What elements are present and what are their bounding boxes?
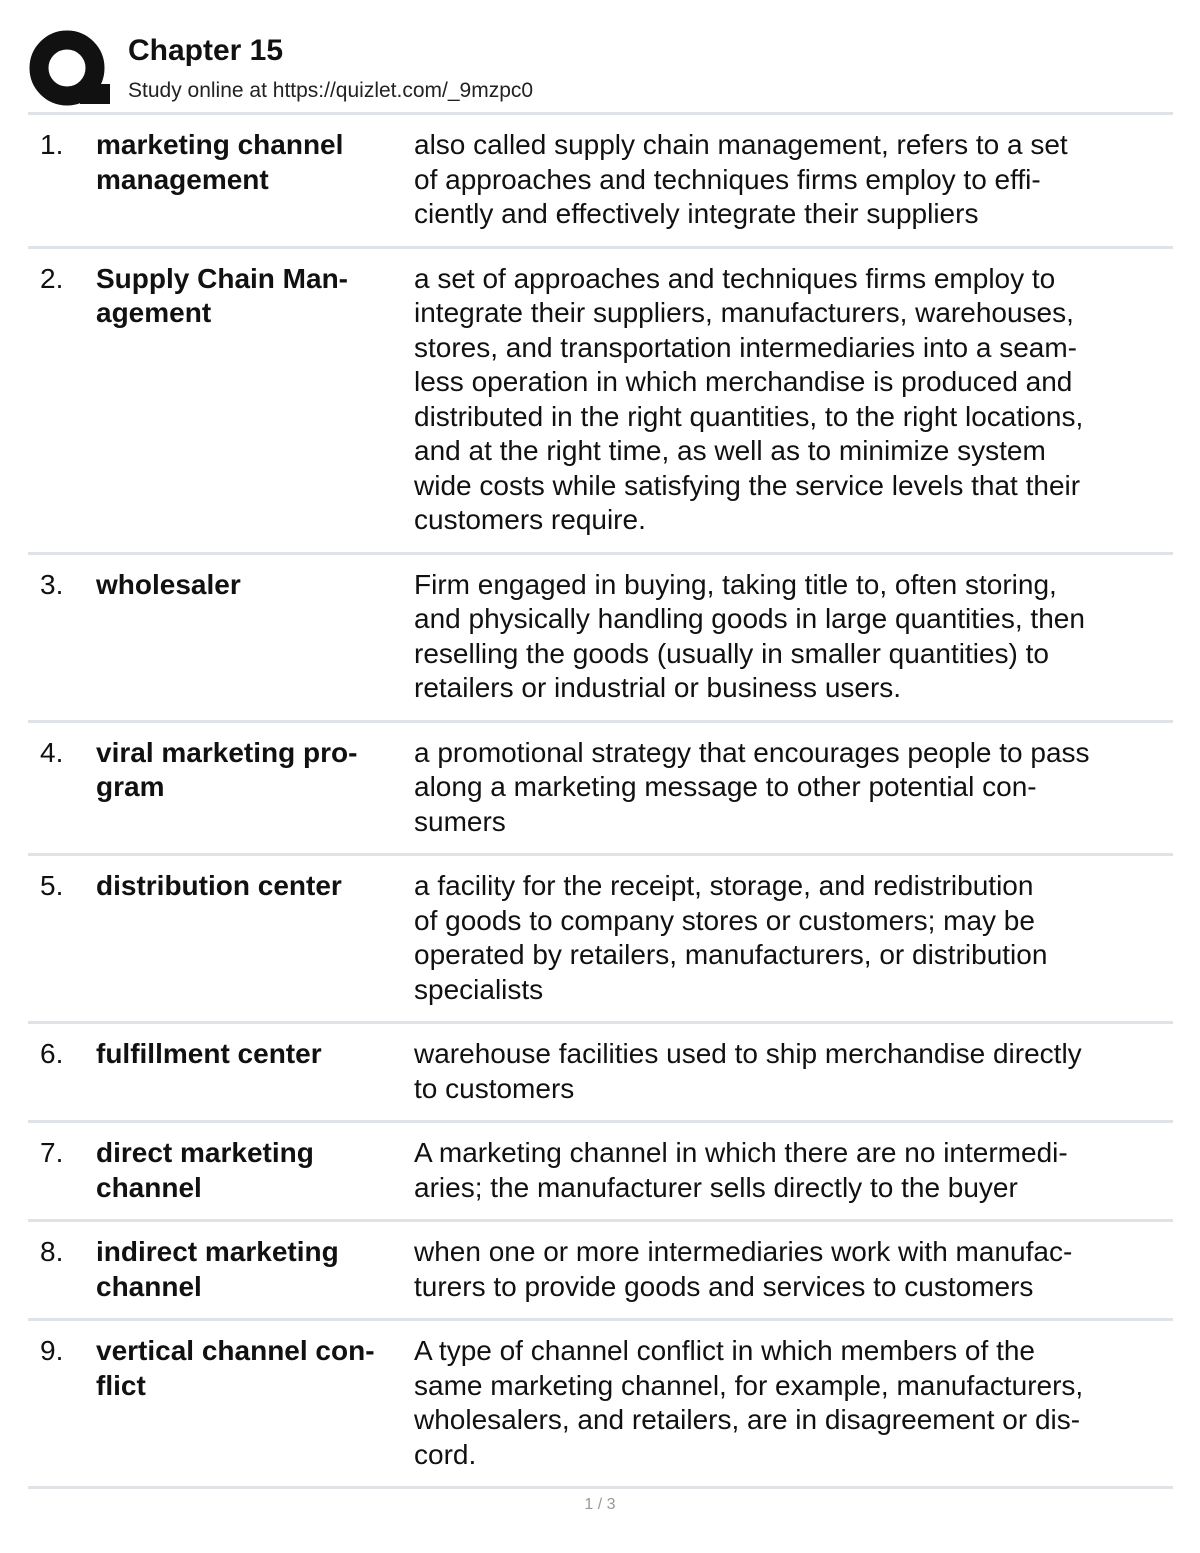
quizlet-logo-icon bbox=[28, 28, 112, 112]
term-line: gram bbox=[96, 771, 165, 802]
table-row bbox=[28, 1321, 1173, 1489]
term-line: vertical channel con- bbox=[96, 1335, 375, 1366]
definition bbox=[414, 869, 1173, 1007]
term-line: distribution center bbox=[96, 870, 342, 901]
terms-table bbox=[28, 112, 1173, 1489]
term bbox=[96, 1037, 414, 1106]
term-line: channel bbox=[96, 1270, 202, 1302]
definition-line: sumers bbox=[414, 805, 506, 837]
definition-line: A type of channel conflict in which members of the bbox=[414, 1335, 1035, 1366]
term bbox=[96, 869, 414, 1007]
term bbox=[96, 736, 414, 840]
definition-line: and physically handling goods in large quantities, then bbox=[414, 603, 1085, 634]
definition-line: to customers bbox=[414, 1072, 575, 1104]
term-line: direct marketing bbox=[96, 1137, 314, 1168]
term bbox=[96, 1235, 414, 1304]
term-line: indirect marketing bbox=[96, 1236, 339, 1267]
definition-line: Firm engaged in buying, taking title to, often storing, bbox=[414, 568, 1057, 600]
definition-line: reselling the goods (usually in smaller quantities) to bbox=[414, 637, 1049, 669]
row-number: 6. bbox=[40, 1038, 64, 1069]
term-line: flict bbox=[96, 1369, 146, 1401]
table-row bbox=[28, 555, 1173, 723]
table-row bbox=[28, 115, 1173, 249]
term-line: agement bbox=[96, 297, 212, 328]
term-line: wholesaler bbox=[96, 568, 241, 600]
term bbox=[96, 128, 414, 232]
definition-line: a facility for the receipt, storage, and redistribution bbox=[414, 870, 1034, 901]
definition-line: stores, and transportation intermediaries into a seam- bbox=[414, 331, 1077, 363]
row-number: 9. bbox=[40, 1335, 64, 1366]
definition-line: turers to provide goods and services to customers bbox=[414, 1270, 1034, 1302]
definition bbox=[414, 1334, 1173, 1472]
row-number: 1. bbox=[40, 129, 64, 160]
definition-line: retailers or industrial or business users. bbox=[414, 672, 902, 703]
definition bbox=[414, 736, 1173, 840]
definition bbox=[414, 128, 1173, 232]
table-row bbox=[28, 1024, 1173, 1123]
definition-line: of goods to company stores or customers; may be bbox=[414, 904, 1035, 936]
definition-line: when one or more intermediaries work with manufac- bbox=[414, 1236, 1073, 1267]
page-header bbox=[28, 28, 1173, 112]
table-row bbox=[28, 856, 1173, 1024]
row-number: 5. bbox=[40, 870, 64, 901]
definition-line: along a marketing message to other potential con- bbox=[414, 771, 1037, 802]
table-row bbox=[28, 723, 1173, 857]
term-line: channel bbox=[96, 1171, 202, 1203]
definition-line: warehouse facilities used to ship merchandise directly bbox=[414, 1038, 1082, 1069]
definition-line: also called supply chain management, refers to a set bbox=[414, 129, 1068, 160]
definition-line: distributed in the right quantities, to the right locations, bbox=[414, 400, 1084, 432]
definition-line: of approaches and techniques firms employ to effi- bbox=[414, 163, 1041, 195]
row-number: 4. bbox=[40, 736, 64, 768]
definition-line: A marketing channel in which there are no intermedi- bbox=[414, 1137, 1068, 1168]
term bbox=[96, 1136, 414, 1205]
page-indicator: 1 / 3 bbox=[584, 1496, 616, 1513]
definition-line: and at the right time, as well as to minimize system bbox=[414, 435, 1046, 466]
term bbox=[96, 568, 414, 706]
definition-line: aries; the manufacturer sells directly to the buyer bbox=[414, 1171, 1018, 1203]
definition bbox=[414, 1235, 1173, 1304]
row-number: 3. bbox=[40, 568, 64, 600]
row-number: 7. bbox=[40, 1137, 64, 1168]
row-number: 2. bbox=[40, 262, 64, 294]
definition-line: wide costs while satisfying the service levels that their bbox=[414, 469, 1081, 501]
term bbox=[96, 262, 414, 538]
term-line: marketing channel bbox=[96, 129, 344, 160]
definition bbox=[414, 1136, 1173, 1205]
definition bbox=[414, 1037, 1173, 1106]
definition-line: same marketing channel, for example, manufacturers, bbox=[414, 1369, 1084, 1401]
table-row bbox=[28, 249, 1173, 555]
definition-line: customers require. bbox=[414, 504, 646, 535]
page-title: Chapter 15 bbox=[128, 34, 284, 67]
definition-line: operated by retailers, manufacturers, or distribution bbox=[414, 939, 1048, 970]
definition bbox=[414, 262, 1173, 538]
definition-line: a promotional strategy that encourages people to pass bbox=[414, 736, 1090, 768]
definition-line: a set of approaches and techniques firms employ to bbox=[414, 262, 1056, 294]
definition-line: wholesalers, and retailers, are in disagreement or dis- bbox=[414, 1404, 1081, 1435]
term-line: management bbox=[96, 163, 269, 195]
definition-line: ciently and effectively integrate their suppliers bbox=[414, 198, 979, 229]
definition-line: specialists bbox=[414, 973, 544, 1005]
term bbox=[96, 1334, 414, 1472]
study-online-text: Study online at https://quizlet.com/_9mzpc0 bbox=[128, 79, 534, 102]
table-row bbox=[28, 1222, 1173, 1321]
term-line: viral marketing pro- bbox=[96, 736, 358, 768]
definition-line: integrate their suppliers, manufacturers, warehouses, bbox=[414, 297, 1074, 328]
table-row bbox=[28, 1123, 1173, 1222]
term-line: Supply Chain Man- bbox=[96, 262, 348, 294]
definition-line: less operation in which merchandise is produced and bbox=[414, 366, 1073, 397]
term-line: fulfillment center bbox=[96, 1038, 322, 1069]
row-number: 8. bbox=[40, 1236, 64, 1267]
definition bbox=[414, 568, 1173, 706]
definition-line: cord. bbox=[414, 1438, 477, 1470]
